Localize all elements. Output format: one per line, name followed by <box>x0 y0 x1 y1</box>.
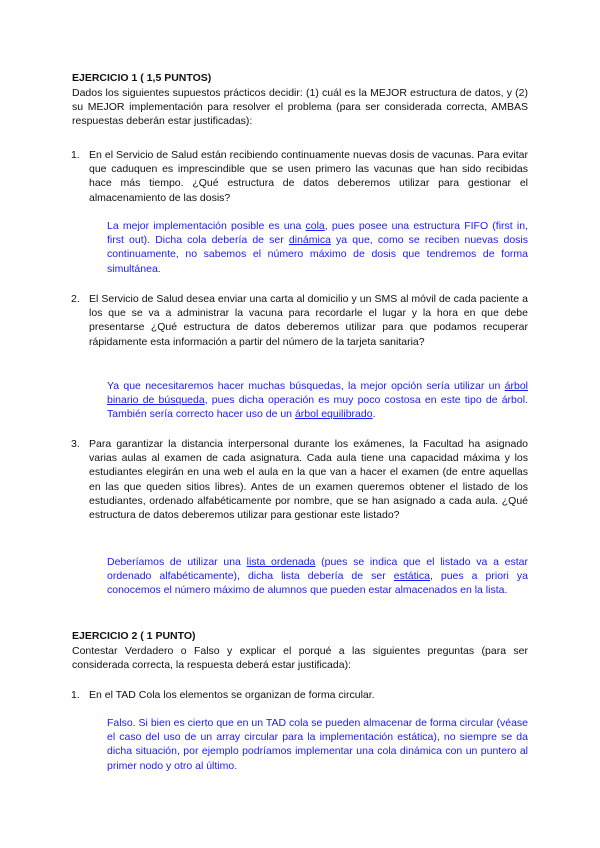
ex2-question-1 <box>71 688 528 702</box>
answer-1-term-dinamica: dinámica <box>288 234 331 247</box>
answer-3-text-b: (pues se indica que el listado va a estar ordenado alfabéticamente), dicha lista debería de ser <box>107 556 529 583</box>
question-3-text: Para garantizar la distancia interpersonal durante los exámenes, la Facultad ha asignado varias aulas al examen de cada asignatura. Cada aula tiene una capacidad máxima y los estudiantes elegirán en una web el aula en la que van a hacer el examen (de entre aquellas en las que queden sitios libres). Antes de un examen queremos obtener el listado de los estudiantes, ordenado alfabéticamente por nombre, que se han asignado a cada aula. ¿Qué estructura de datos deberemos utilizar para gestionar este listado? <box>89 438 528 522</box>
exercise-2-intro: Contestar Verdadero o Falso y explicar el porqué a las siguientes preguntas (para ser considerada correcta, la respuesta deberá estar justificada): <box>72 645 528 672</box>
answer-1-text-a: La mejor implementación posible es una <box>107 220 306 232</box>
question-1 <box>71 148 528 205</box>
question-3-number: 3. <box>71 438 80 450</box>
answer-2-text-c: . <box>372 408 376 421</box>
answer-1-text-b: , pues posee una estructura FIFO (first in, first out). Dicha cola debería de ser <box>107 220 528 247</box>
ex2-question-1-number: 1. <box>71 689 80 701</box>
answer-2-text-b: , pues dicha operación es muy poco costosa en este tipo de árbol. También sería correcto hacer uso de un <box>107 394 528 421</box>
question-1-text: En el Servicio de Salud están recibiendo continuamente nuevas dosis de vacunas. Para evitar que caduquen es imprescindible que se usen primero las vacunas que han sido recibidas hace más tiempo. ¿Qué estructura de datos deberemos utilizar para gestionar el almacenamiento de las dosis? <box>89 149 528 204</box>
exercise-1-title: EJERCICIO 1 ( 1,5 PUNTOS) <box>72 72 212 84</box>
question-2-number: 2. <box>71 293 80 305</box>
answer-3-text-c: , pues a priori ya conocemos el número máximo de alumnos que pueden estar almacenados en la lista. <box>107 570 528 597</box>
answer-3-term-lista-ordenada: lista ordenada <box>246 556 316 568</box>
answer-2 <box>107 379 528 422</box>
answer-1-term-cola: cola <box>305 220 325 232</box>
answer-3-text-a: Deberíamos de utilizar una <box>107 556 247 568</box>
exercise-2-title: EJERCICIO 2 ( 1 PUNTO) <box>72 630 196 642</box>
answer-2-text-a: Ya que necesitaremos hacer muchas búsquedas, la mejor opción sería utilizar un <box>107 380 505 392</box>
question-3 <box>71 437 528 522</box>
answer-2-term-abb: árbol binario de búsqueda <box>107 380 528 407</box>
answer-1-text-c: ya que, como se reciben nuevas dosis continuamente, no sabemos el número máximo de dosis que tendremos de forma simultánea. <box>107 234 528 275</box>
question-2-text: El Servicio de Salud desea enviar una carta al domicilio y un SMS al móvil de cada paciente a los que se va a administrar la vacuna para recordarle el lugar y la hora en que debe presentarse ¿Qué estructura de datos deberemos utilizar para que podamos recuperar rápidamente esta información a partir del número de la tarjeta sanitaria? <box>89 293 528 348</box>
ex2-question-1-text: En el TAD Cola los elementos se organizan de forma circular. <box>89 689 375 701</box>
question-2 <box>71 292 528 349</box>
answer-1 <box>107 219 528 276</box>
exercise-1-intro: Dados los siguientes supuestos prácticos decidir: (1) cuál es la MEJOR estructura de datos, y (2) su MEJOR implementación para resolver el problema (para ser considerada correcta, AMBAS respuestas deberán estar justificadas): <box>72 87 528 128</box>
ex2-answer-1: Falso. Si bien es cierto que en un TAD cola se pueden almacenar de forma circular (véase el caso del uso de un array circular para la implementación estática), no siempre se da dicha situación, por ejemplo podríamos implementar una cola dinámica con un puntero al primer nodo y otro al último. <box>107 717 528 772</box>
answer-2-term-arbol-equilibrado: árbol equilibrado <box>294 408 373 421</box>
answer-3 <box>107 555 528 598</box>
question-1-number: 1. <box>71 149 80 161</box>
answer-3-term-estatica: estática <box>393 570 430 583</box>
